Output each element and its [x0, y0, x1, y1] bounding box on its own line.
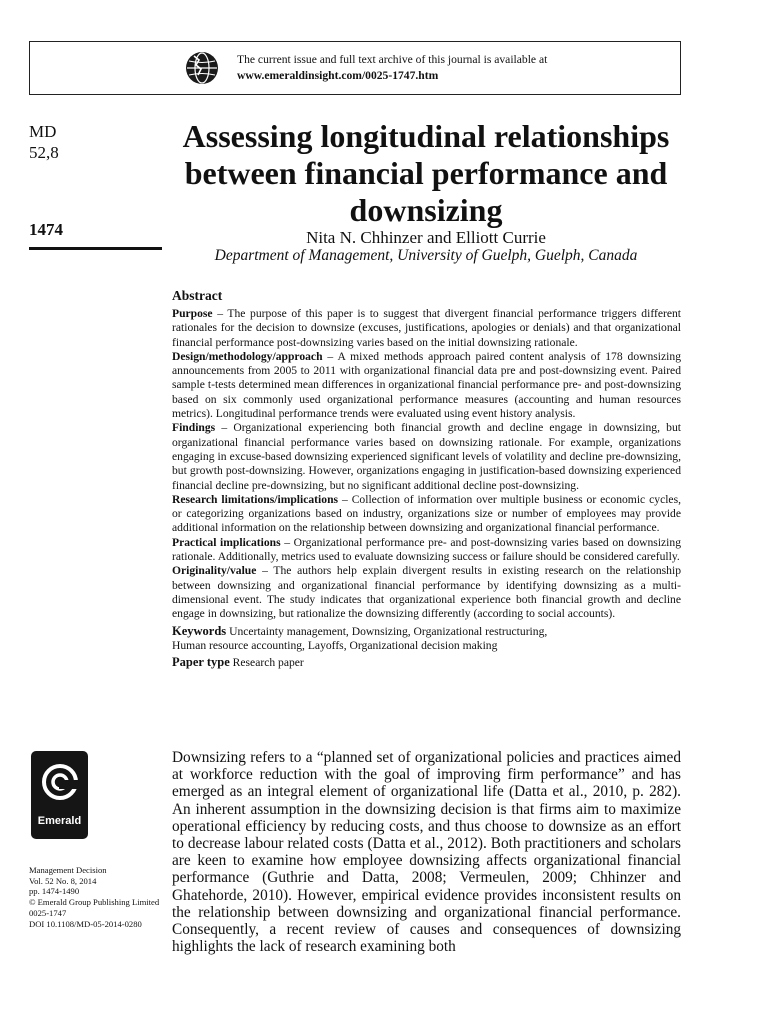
section-text: – Organizational experiencing both financial growth and decline engage in downsizing, but organizational financial performance varies based on downsizing rationale. For example, organizations engaging in excuse-based downsizing experienced significant levels of volatility and decline pre-downsizing, but growth post-downsizing. However, organizations engaging in justification-based downsizing experienced financial decline pre-downsizing, but no significant additional decline post-downsizing. [172, 421, 681, 492]
section-label: Design/methodology/approach [172, 349, 323, 363]
pub-journal: Management Decision [29, 865, 107, 875]
pub-copyright: © Emerald Group Publishing Limited [29, 897, 160, 908]
paper-type [172, 655, 681, 670]
emerald-logo [31, 751, 88, 839]
keywords-line1: Uncertainty management, Downsizing, Organizational restructuring, [229, 624, 548, 638]
section-label: Originality/value [172, 564, 257, 578]
divider [29, 247, 162, 250]
archive-url-link[interactable]: www.emeraldinsight.com/0025-1747.htm [237, 69, 439, 82]
keywords [172, 624, 681, 654]
section-text: – The purpose of this paper is to suggest that divergent financial performance triggers different rationales for the decision to downsize (excuses, justifications, apologies or denials) and that organizational financial performance post-downsizing varies based on the initial downsizing rationale. [172, 307, 681, 349]
journal-archive-banner [29, 41, 681, 95]
journal-volume: 52,8 [29, 143, 59, 162]
article-authors: Nita N. Chhinzer and Elliott Currie [306, 228, 546, 247]
pub-volume: Vol. 52 No. 8, 2014 [29, 875, 97, 886]
abstract-purpose [172, 307, 681, 350]
section-label: Purpose [172, 307, 213, 320]
section-text: – A mixed methods approach paired content analysis of 178 downsizing announcements from 2005 to 2011 with organizational financial data pre and post-downsizing event. Paired sample t-tests determined mean differences in organizational financial performance pre- and post-downsizing based on six commonly used organizational performance measures (accounting and human resources metrics). Longitudinal performance trends were evaluated using event history analysis. [172, 349, 681, 421]
page-number: 1474 [29, 220, 63, 239]
pub-doi: DOI 10.1108/MD-05-2014-0280 [29, 918, 142, 929]
pub-pages: pp. 1474-1490 [29, 886, 80, 897]
section-text: – The authors help explain divergent results in existing research on the relationship between downsizing and organizational financial performance by identifying downsizing as a multi-dimensional event. The study indicates that organizational experience both financial growth and decline engage in downsizing, but rationalize the downsizing differently (according to social accounts). [172, 564, 681, 621]
abstract-heading: Abstract [172, 288, 223, 303]
section-label: Research limitations/implications [172, 492, 339, 506]
banner-line: The current issue and full text archive of this journal is available at [237, 53, 548, 66]
abstract-findings [172, 421, 681, 492]
abstract-design [172, 350, 681, 421]
section-label: Practical implications [172, 535, 281, 549]
abstract-originality [172, 564, 681, 621]
journal-abbrev: MD [29, 122, 57, 141]
article-title: Assessing longitudinal relationships between financial performance and downsizing [182, 118, 670, 228]
author-affiliation: Department of Management, University of Guelph, Guelph, Canada [214, 247, 638, 264]
pub-issn: 0025-1747 [29, 907, 67, 918]
logo-wordmark: Emerald [37, 815, 82, 827]
abstract-limitations [172, 493, 681, 536]
emerald-logo-icon [39, 761, 81, 803]
section-label: Findings [172, 421, 216, 435]
globe-icon [185, 51, 219, 85]
publication-info [29, 865, 159, 929]
abstract-practical [172, 536, 681, 565]
paper-type-value: Research paper [232, 656, 304, 670]
body-paragraph: Downsizing refers to a “planned set of organizational policies and practices aimed at workforce reduction with the goal of improving firm performance” and has emerged as an integral element of organizational life (Datta et al., 2010, p. 282). An inherent assumption in the downsizing decision is that firms aim to maximize operational efficiency by reducing costs, and thus choose to downsize as an effort to decrease labour related costs (Datta et al., 2012). Both practitioners and scholars are keen to examine how employee downsizing affects organizational financial performance (Guthrie and Datta, 2008; Vermeulen, 2009; Chhinzer and Ghatehorde, 2010). However, empirical evidence provides inconsistent results on the relationship between downsizing and organizational financial performance. Consequently, a recent review of causes and consequences of downsizing highlights the lack of research examining both [172, 749, 681, 956]
section-text: – Organizational performance pre- and post-downsizing varies based on downsizing rationale. Additionally, metrics used to evaluate downsizing success or failure should be considered carefully. [172, 535, 681, 564]
keywords-label: Keywords [172, 623, 227, 638]
section-text: – Collection of information over multiple business or economic cycles, or categorizing organizations based on industry, organizations size or number of employees may provide additional information on the relationship between downsizing and organizational financial performance. [172, 492, 681, 535]
journal-code [29, 121, 59, 163]
paper-type-label: Paper type [172, 655, 230, 670]
keywords-line2: Human resource accounting, Layoffs, Organizational decision making [172, 638, 498, 652]
abstract [172, 287, 681, 670]
